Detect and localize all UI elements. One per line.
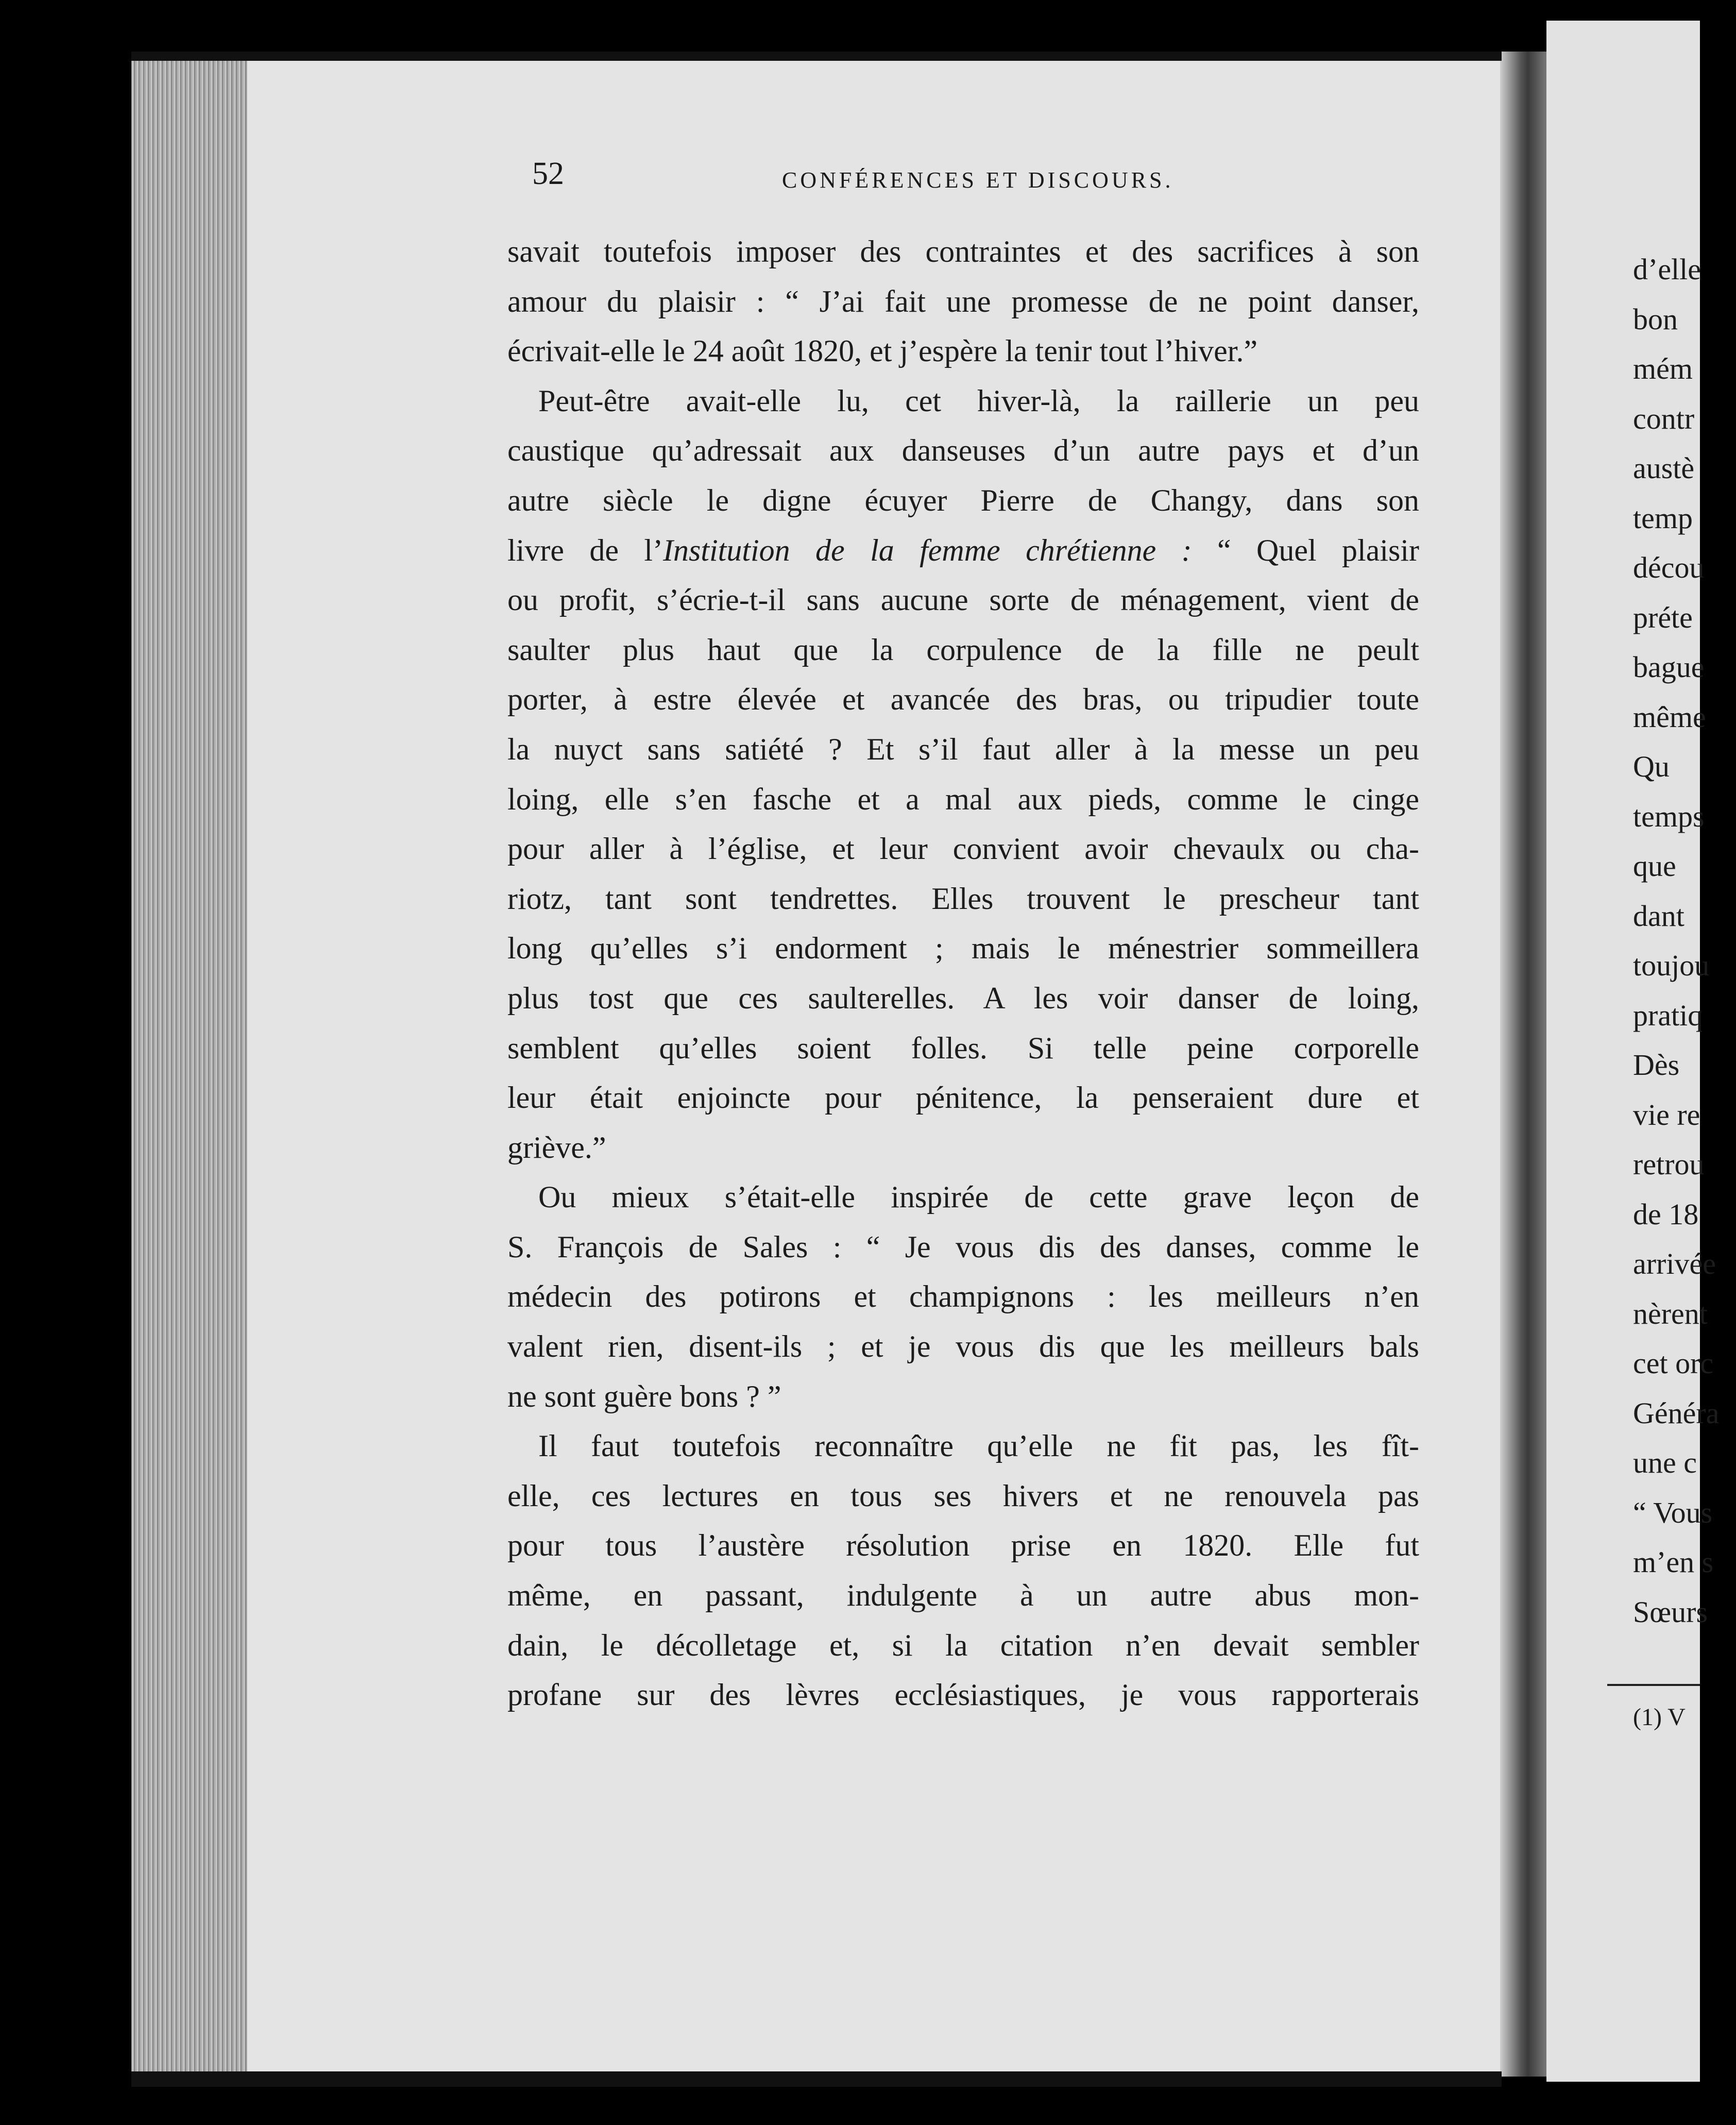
facing-text-line: retrou <box>1633 1148 1705 1181</box>
facing-text-line: une c <box>1633 1446 1697 1479</box>
facing-footnote: (1) V <box>1633 1704 1686 1731</box>
text-line: pour aller à l’église, et leur convient avoir chevaulx ou cha- <box>507 832 1419 866</box>
facing-text-line: d’elle <box>1633 252 1701 286</box>
facing-text-line: Sœurs <box>1633 1595 1708 1629</box>
text-line: Ou mieux s’était-elle inspirée de cette grave leçon de <box>538 1180 1419 1215</box>
facing-text-line: Dès <box>1633 1048 1680 1082</box>
facing-text-line: bon <box>1633 302 1678 336</box>
top-border <box>131 52 1502 61</box>
text-line: pour tous l’austère résolution prise en 1820. Elle fut <box>507 1528 1419 1563</box>
text-line: semblent qu’elles soient folles. Si telle peine corporelle <box>507 1031 1419 1065</box>
text-line: autre siècle le digne écuyer Pierre de Changy, dans son <box>507 483 1419 517</box>
text-line: long qu’elles s’i endorment ; mais le ménestrier sommeillera <box>507 931 1419 966</box>
text-line: savait toutefois imposer des contraintes et des sacrifices à son <box>507 234 1419 268</box>
facing-text-line: décou <box>1633 551 1705 584</box>
facing-text-line: dant <box>1633 899 1684 933</box>
text-line: même, en passant, indulgente à un autre abus mon- <box>507 1578 1419 1613</box>
facing-text-line: arrivée <box>1633 1247 1716 1280</box>
text-line: saulter plus haut que la corpulence de la fille ne peult <box>507 632 1419 667</box>
text-line: ou profit, s’écrie-t-il sans aucune sorte de ménagement, vient de <box>507 583 1419 617</box>
text-line: leur était enjoincte pour pénitence, la penseraient dure et <box>507 1081 1419 1115</box>
text-line: caustique qu’adressait aux danseuses d’un autre pays et d’un <box>507 433 1419 468</box>
page-edges <box>131 61 255 2081</box>
facing-text-line: même <box>1633 700 1706 734</box>
text-line: livre de l’Institution de la femme chrétienne : “ Quel plaisir <box>507 533 1420 567</box>
text-line: amour du plaisir : “ J’ai fait une promesse de ne point danser, <box>507 284 1419 318</box>
book-title: Institution de la femme chrétienne : <box>663 533 1192 567</box>
text-line: Il faut toutefois reconnaître qu’elle ne fit pas, les fît- <box>538 1429 1419 1463</box>
facing-text-line: toujou <box>1633 949 1710 982</box>
book-gutter <box>1500 52 1546 2077</box>
facing-text-line: temps <box>1633 799 1705 833</box>
bottom-border <box>131 2071 1502 2087</box>
text-line: Peut-être avait-elle lu, cet hiver-là, la raillerie un peu <box>538 383 1419 418</box>
text-line: profane sur des lèvres ecclésiastiques, je vous rapporterais <box>507 1678 1419 1712</box>
page-number: 52 <box>532 156 564 191</box>
facing-text-line: pratiq <box>1633 998 1703 1032</box>
text-line: la nuyct sans satiété ? Et s’il faut aller à la messe un peu <box>507 732 1419 766</box>
text-line: ne sont guère bons ? ” <box>507 1379 781 1413</box>
facing-page-text <box>1633 245 1736 1637</box>
text-line: S. François de Sales : “ Je vous dis des danses, comme le <box>507 1229 1419 1264</box>
facing-text-line: mém <box>1633 352 1693 385</box>
facing-text-line: bague <box>1633 650 1705 684</box>
facing-text-line: que <box>1633 849 1676 883</box>
running-head: CONFÉRENCES ET DISCOURS. <box>782 167 1174 193</box>
facing-text-line: Généra <box>1633 1396 1720 1430</box>
text-line: médecin des potirons et champignons : les meilleurs n’en <box>507 1279 1419 1314</box>
facing-text-line: cet orc <box>1633 1346 1714 1380</box>
text-line: porter, à estre élevée et avancée des bras, ou tripudier toute <box>507 682 1419 717</box>
facing-text-line: “ Vous <box>1633 1495 1713 1529</box>
text-line: griève.” <box>507 1130 606 1165</box>
body-text <box>507 227 1419 1720</box>
text-line: plus tost que ces saulterelles. A les voir danser de loing, <box>507 981 1419 1015</box>
facing-text-line: temp <box>1633 501 1693 535</box>
text-line: dain, le décolletage et, si la citation n’en devait sembler <box>507 1628 1419 1662</box>
facing-text-line: préte <box>1633 600 1693 634</box>
facing-text-line: Qu <box>1633 750 1670 783</box>
facing-text-line: de 18 <box>1633 1197 1699 1231</box>
footnote-rule <box>1607 1684 1700 1686</box>
text-line: valent rien, disent-ils ; et je vous dis que les meilleurs bals <box>507 1329 1419 1364</box>
facing-text-line: vie re <box>1633 1098 1700 1132</box>
facing-text-line: contr <box>1633 401 1695 435</box>
text-line: écrivait-elle le 24 août 1820, et j’espère la tenir tout l’hiver.” <box>507 334 1258 368</box>
facing-text-line: m’en s <box>1633 1545 1714 1579</box>
text-line: loing, elle s’en fasche et a mal aux pieds, comme le cinge <box>507 782 1419 816</box>
text-line: elle, ces lectures en tous ses hivers et ne renouvela pas <box>507 1478 1419 1513</box>
text-line: riotz, tant sont tendrettes. Elles trouvent le prescheur tant <box>507 881 1419 916</box>
facing-text-line: nèrent <box>1633 1296 1708 1330</box>
page-header <box>532 156 1181 207</box>
facing-text-line: austè <box>1633 451 1695 485</box>
